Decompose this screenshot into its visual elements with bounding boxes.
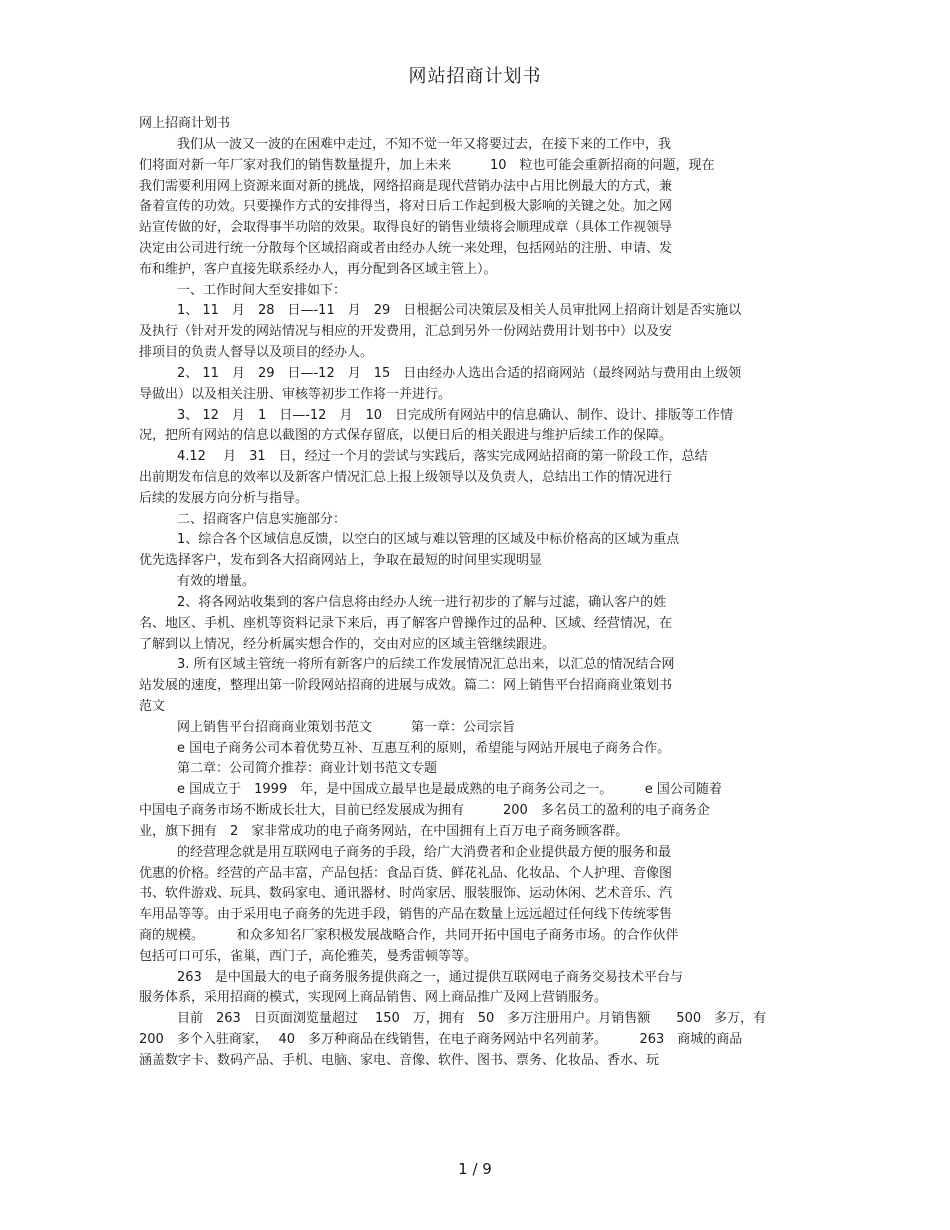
- paragraph-line: 优惠的价格。经营的产品丰富，产品包括：食品百货、鲜花礼品、化妆品、个人护理、音像图: [139, 865, 673, 881]
- paragraph-line: 第二章：公司简介推荐：商业计划书范文专题: [177, 761, 438, 777]
- paragraph-line: 站宣传做的好，会取得事半功陪的效果。取得良好的销售业绩将会顺理成章（具体工作视领导: [139, 220, 673, 236]
- paragraph-line: 服务体系，采用招商的模式，实现网上商品销售、网上商品推广及网上营销服务。: [139, 990, 608, 1006]
- paragraph-line: 了解到以上情况，经分析属实想合作的，交由对应的区域主管继续跟进。: [139, 636, 556, 652]
- paragraph-line: 4.12 月 31 日，经过一个月的尝试与实践后，落实完成网站招商的第一阶段工作，总结: [177, 449, 708, 465]
- paragraph-line: 排项目的负责人督导以及项目的经办人。: [139, 345, 374, 360]
- paragraph-line: 站发展的速度，整理出第一阶段网站招商的进展与成效。篇二：网上销售平台招商商业策划书: [139, 678, 673, 694]
- paragraph-line: 范文: [139, 699, 166, 714]
- paragraph-line: 有效的增量。: [177, 574, 256, 589]
- paragraph-line: 优先选择客户，发布到各大招商网站上，争取在最短的时间里实现明显: [139, 553, 543, 569]
- paragraph-line: 我们从一波又一波的在困难中走过，不知不觉一年又将要过去，在接下来的工作中，我: [177, 136, 672, 152]
- paragraph-line: 一、工作时间大至安排如下：: [177, 282, 347, 298]
- paragraph-line: 备着宣传的功效。只要操作方式的安排得当，将对日后工作起到极大影响的关键之处。加之网: [139, 199, 673, 215]
- paragraph-line: 们将面对新一年厂家对我们的销售数量提升，加上未来 10 粒也可能会重新招商的问题，现在: [139, 157, 715, 173]
- paragraph-line: 及执行（针对开发的网站情况与相应的开发费用，汇总到另外一份网站费用计划书中）以及安: [139, 324, 673, 340]
- paragraph-line: 出前期发布信息的效率以及新客户情况汇总上报上级领导以及负责人，总结出工作的情况进行: [139, 469, 673, 485]
- paragraph-line: 3、 12 月 1 日—-12 月 10 日完成所有网站中的信息确认、制作、设计、排版等工作情: [177, 407, 733, 423]
- paragraph-line: 中国电子商务市场不断成长壮大，目前已经发展成为拥有 200 多名员工的盈利的电子商务企: [139, 803, 710, 819]
- paragraph-line: 网上招商计划书: [139, 116, 231, 131]
- paragraph-line: 况，把所有网站的信息以截图的方式保存留底，以便日后的相关跟进与维护后续工作的保障。: [139, 428, 673, 444]
- paragraph-line: 书、软件游戏、玩具、数码家电、通讯器材、时尚家居、服装服饰、运动休闲、艺术音乐、汽: [139, 886, 673, 902]
- paragraph-line: 布和维护，客户直接先联系经办人，再分配到各区域主管上）。: [139, 261, 497, 277]
- paragraph-line: 二、招商客户信息实施部分：: [177, 511, 347, 527]
- paragraph-line: 2、 11 月 29 日—-12 月 15 日由经办人选出合适的招商网站（最终网站与费用由上级领: [177, 365, 742, 381]
- page-title: 网站招商计划书: [408, 66, 542, 87]
- paragraph-line: 2、将各网站收集到的客户信息将由经办人统一进行初步的了解与过滤，确认客户的姓: [177, 594, 667, 610]
- paragraph-line: 涵盖数字卡、数码产品、手机、电脑、家电、音像、软件、图书、票务、化妆品、香水、玩: [139, 1052, 660, 1068]
- paragraph-line: 车用品等等。由于采用电子商务的先进手段，销售的产品在数量上远远超过任何线下传统零售: [139, 907, 673, 923]
- paragraph-line: 业，旗下拥有 2 家非常成功的电子商务网站，在中国拥有上百万电子商务顾客群。: [139, 823, 629, 839]
- paragraph-line: 导做出）以及相关注册、审核等初步工作将一并进行。: [139, 386, 452, 402]
- paragraph-line: 1、 11 月 28 日—-11 月 29 日根据公司决策层及相关人员审批网上招商计划是否实施以: [177, 303, 742, 319]
- paragraph-line: 商的规模。 和众多知名厂家积极发展战略合作，共同开拓中国电子商务市场。的合作伙伴: [139, 928, 679, 943]
- paragraph-line: 1、综合各个区域信息反馈，以空白的区域与难以管理的区域及中标价格高的区域为重点: [177, 532, 680, 548]
- page-number: 1 / 9: [458, 1160, 492, 1178]
- paragraph-line: e 国电子商务公司本着优势互补、互惠互利的原则，希望能与网站开展电子商务合作。: [177, 740, 671, 756]
- paragraph-line: 目前 263 日页面浏览量超过 150 万，拥有 50 多万注册用户。月销售额 500 多万，有: [177, 1011, 767, 1027]
- paragraph-line: 后续的发展方向分析与指导。: [139, 490, 309, 506]
- paragraph-line: 决定由公司进行统一分散每个区域招商或者由经办人统一来处理，包括网站的注册、申请、发: [139, 240, 673, 256]
- paragraph-line: 名、地区、手机、座机等资料记录下来后，再了解客户曾操作过的品种、区域、经营情况，在: [139, 615, 673, 631]
- paragraph-line: 263 是中国最大的电子商务服务提供商之一，通过提供互联网电子商务交易技术平台与: [177, 969, 683, 985]
- paragraph-line: 我们需要利用网上资源来面对新的挑战，网络招商是现代营销办法中占用比例最大的方式，兼: [139, 178, 673, 194]
- paragraph-line: e 国成立于 1999 年，是中国成立最早也是最成熟的电子商务公司之一。 e 国公司随着: [177, 782, 722, 798]
- paragraph-line: 包括可口可乐，雀巢，西门子，高伦雅芙，曼秀雷顿等等。: [139, 948, 478, 964]
- paragraph-line: 的经营理念就是用互联网电子商务的手段，给广大消费者和企业提供最方便的服务和最: [177, 844, 672, 860]
- paragraph-line: 200 多个入驻商家， 40 多万种商品在线销售，在电子商务网站中名列前茅。 263 商城的商品: [139, 1032, 743, 1048]
- paragraph-line: 3. 所有区域主管统一将所有新客户的后续工作发展情况汇总出来，以汇总的情况结合网: [177, 657, 675, 673]
- paragraph-line: 网上销售平台招商商业策划书范文 第一章：公司宗旨: [177, 719, 516, 735]
